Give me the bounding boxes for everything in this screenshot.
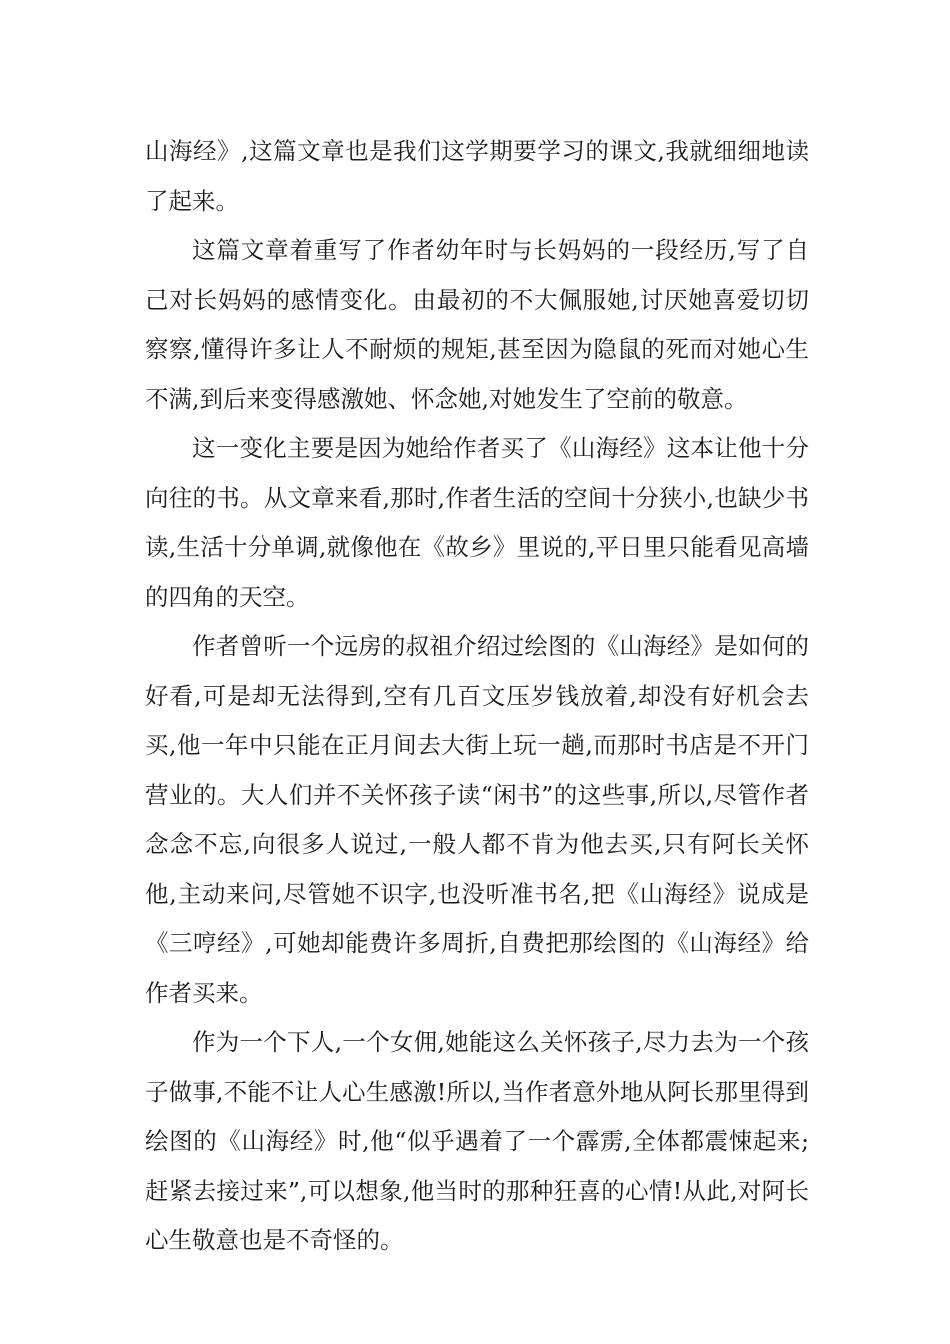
paragraph-2: 这篇文章着重写了作者幼年时与长妈妈的一段经历,写了自己对长妈妈的感情变化。由最初的不大佩服她,讨厌她喜爱切切察察,懂得许多让人不耐烦的规矩,甚至因为隐鼠的死而对她心生不满,到后来变得感激她、怀念她,对她发生了空前的敬意。 (145, 236, 809, 413)
document-body (145, 127, 809, 1266)
paragraph-4: 作者曾听一个远房的叔祖介绍过绘图的《山海经》是如何的好看,可是却无法得到,空有几百文压岁钱放着,却没有好机会去买,他一年中只能在正月间去大街上玩一趟,而那时书店是不开门营业的。大人们并不关怀孩子读“闲书”的这些事,所以,尽管作者念念不忘,向很多人说过,一般人都不肯为他去买,只有阿长关怀他,主动来问,尽管她不识字,也没听准书名,把《山海经》说成是《三哼经》,可她却能费许多周折,自费把那绘图的《山海经》给作者买来。 (145, 632, 809, 1007)
paragraph-3: 这一变化主要是因为她给作者买了《山海经》这本让他十分向往的书。从文章来看,那时,作者生活的空间十分狭小,也缺少书读,生活十分单调,就像他在《故乡》里说的,平日里只能看见高墙的四角的天空。 (145, 434, 809, 611)
paragraph-5: 作为一个下人,一个女佣,她能这么关怀孩子,尽力去为一个孩子做事,不能不让人心生感激!所以,当作者意外地从阿长那里得到绘图的《山海经》时,他“似乎遇着了一个霹雳,全体都震悚起来;赶紧去接过来”,可以想象,他当时的那种狂喜的心情!从此,对阿长心生敬意也是不奇怪的。 (145, 1028, 809, 1254)
paragraph-1: 山海经》,这篇文章也是我们这学期要学习的课文,我就细细地读了起来。 (145, 137, 809, 215)
